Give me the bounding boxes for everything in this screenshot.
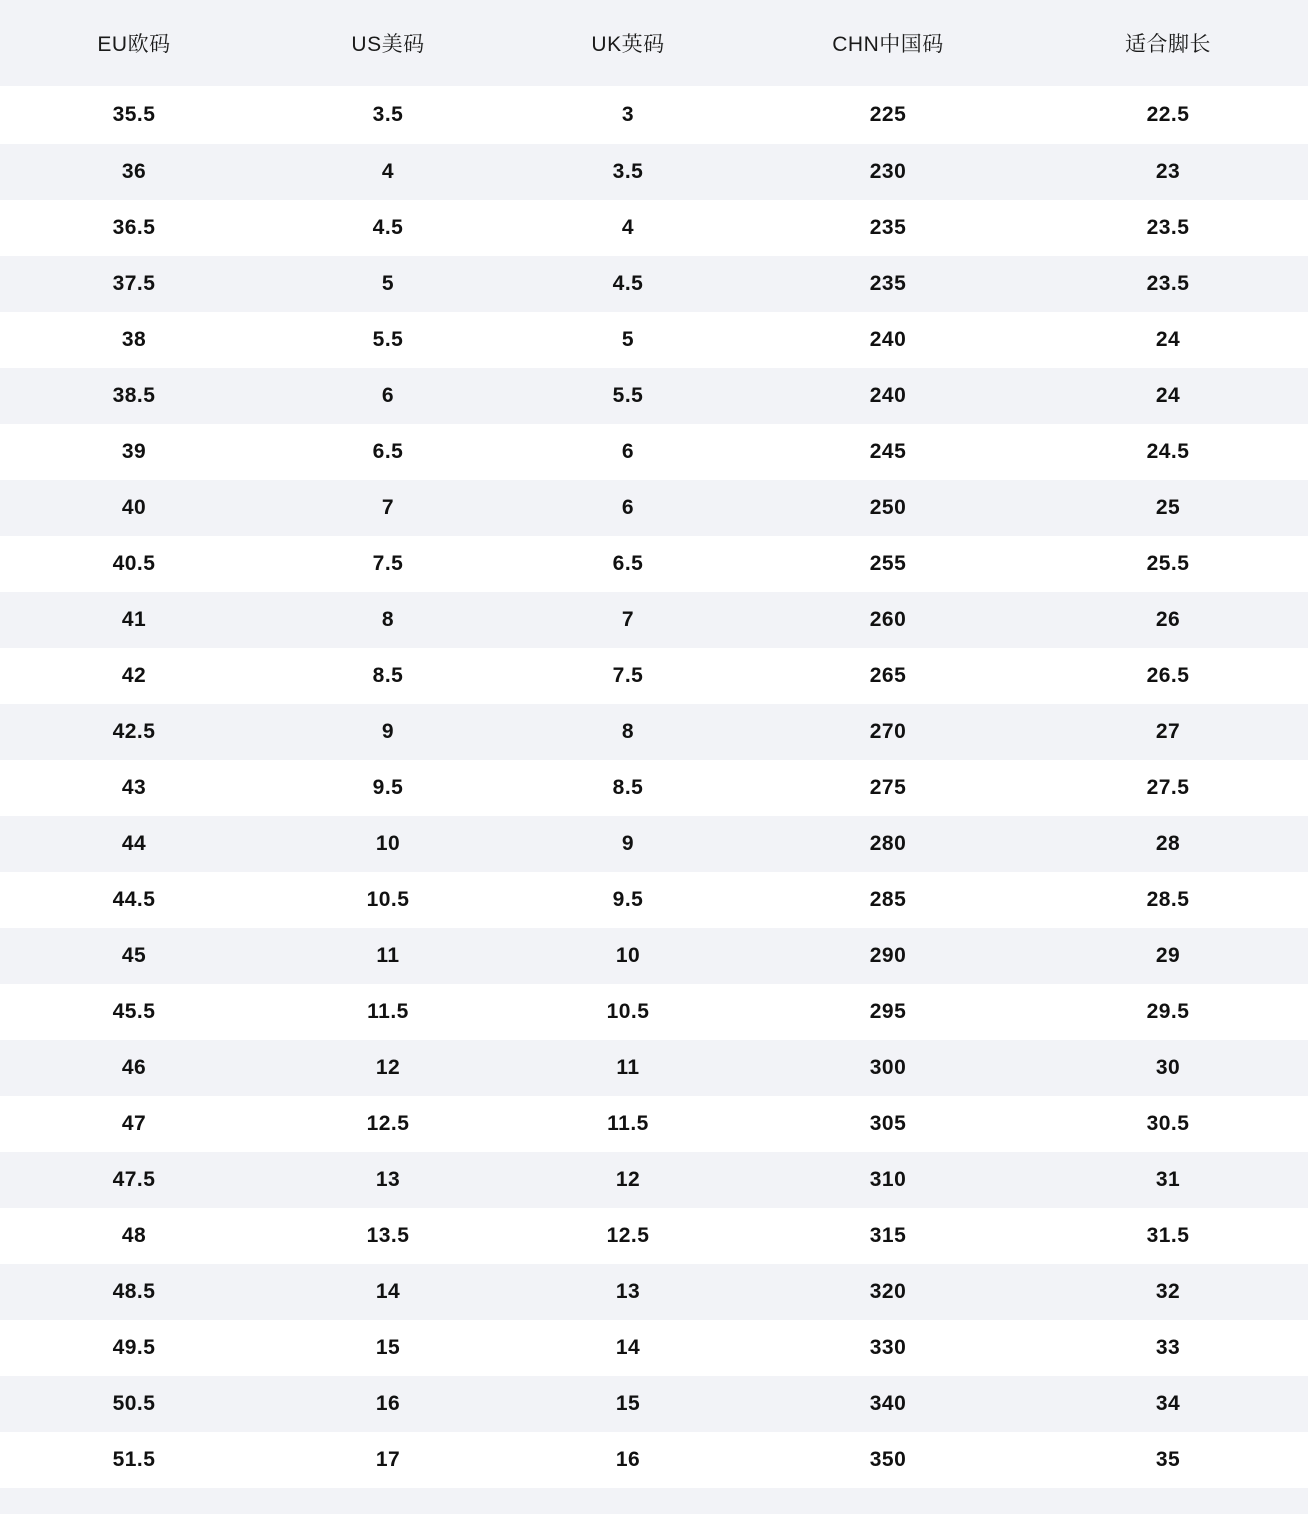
table-cell: 6 bbox=[508, 480, 748, 536]
table-cell: 245 bbox=[748, 424, 1028, 480]
table-cell: 9.5 bbox=[268, 760, 508, 816]
table-cell: 305 bbox=[748, 1096, 1028, 1152]
table-cell: 8.5 bbox=[508, 760, 748, 816]
table-cell: 45 bbox=[0, 928, 268, 984]
table-row bbox=[0, 144, 1308, 200]
table-cell: 10.5 bbox=[268, 872, 508, 928]
header-row bbox=[0, 0, 1308, 86]
table-cell: 255 bbox=[748, 536, 1028, 592]
table-row bbox=[0, 1152, 1308, 1208]
table-cell: 13 bbox=[268, 1152, 508, 1208]
table-cell: 26 bbox=[1028, 592, 1308, 648]
table-cell: 47 bbox=[0, 1096, 268, 1152]
table-cell: 38.5 bbox=[0, 368, 268, 424]
table-cell: 265 bbox=[748, 648, 1028, 704]
table-cell: 235 bbox=[748, 200, 1028, 256]
table-cell: 22.5 bbox=[1028, 86, 1308, 144]
table-cell: 15 bbox=[268, 1320, 508, 1376]
table-cell: 49.5 bbox=[0, 1320, 268, 1376]
table-cell: 43 bbox=[0, 760, 268, 816]
table-cell: 240 bbox=[748, 368, 1028, 424]
table-cell: 28 bbox=[1028, 816, 1308, 872]
table-cell: 6 bbox=[268, 368, 508, 424]
table-cell: 9 bbox=[508, 816, 748, 872]
table-cell: 13 bbox=[508, 1264, 748, 1320]
table-row bbox=[0, 1208, 1308, 1264]
table-cell: 350 bbox=[748, 1432, 1028, 1488]
table-cell: 51.5 bbox=[0, 1432, 268, 1488]
table-cell: 26.5 bbox=[1028, 648, 1308, 704]
table-row bbox=[0, 928, 1308, 984]
table-cell: 310 bbox=[748, 1152, 1028, 1208]
table-cell: 3.5 bbox=[268, 86, 508, 144]
table-cell: 10 bbox=[508, 928, 748, 984]
table-cell: 4 bbox=[268, 144, 508, 200]
table-cell: 4 bbox=[508, 200, 748, 256]
table-cell: 33 bbox=[1028, 1320, 1308, 1376]
table-cell: 250 bbox=[748, 480, 1028, 536]
table-cell: 8 bbox=[508, 704, 748, 760]
table-cell: 9.5 bbox=[508, 872, 748, 928]
table-cell: 11.5 bbox=[508, 1096, 748, 1152]
table-cell: 15 bbox=[508, 1376, 748, 1432]
table-cell: 6.5 bbox=[508, 536, 748, 592]
table-cell: 40 bbox=[0, 480, 268, 536]
table-cell: 300 bbox=[748, 1040, 1028, 1096]
table-row bbox=[0, 1320, 1308, 1376]
table-cell: 7 bbox=[508, 592, 748, 648]
table-cell: 17 bbox=[268, 1432, 508, 1488]
table-cell: 27.5 bbox=[1028, 760, 1308, 816]
table-cell: 10.5 bbox=[508, 984, 748, 1040]
table-row bbox=[0, 648, 1308, 704]
table-cell: 4.5 bbox=[508, 256, 748, 312]
table-cell: 23.5 bbox=[1028, 200, 1308, 256]
table-cell: 16 bbox=[508, 1432, 748, 1488]
table-cell: 4.5 bbox=[268, 200, 508, 256]
table-row bbox=[0, 1432, 1308, 1488]
table-cell: 275 bbox=[748, 760, 1028, 816]
table-cell: 6 bbox=[508, 424, 748, 480]
table-cell: 235 bbox=[748, 256, 1028, 312]
table-cell: 8.5 bbox=[268, 648, 508, 704]
table-cell: 36 bbox=[0, 144, 268, 200]
table-cell: 7 bbox=[268, 480, 508, 536]
table-cell: 225 bbox=[748, 86, 1028, 144]
table-cell: 40.5 bbox=[0, 536, 268, 592]
bottom-spacer bbox=[0, 1488, 1308, 1514]
table-cell: 280 bbox=[748, 816, 1028, 872]
table-cell: 16 bbox=[268, 1376, 508, 1432]
table-cell: 7.5 bbox=[268, 536, 508, 592]
table-cell: 28.5 bbox=[1028, 872, 1308, 928]
table-cell: 340 bbox=[748, 1376, 1028, 1432]
table-cell: 47.5 bbox=[0, 1152, 268, 1208]
table-row bbox=[0, 984, 1308, 1040]
table-cell: 330 bbox=[748, 1320, 1028, 1376]
table-cell: 11.5 bbox=[268, 984, 508, 1040]
table-cell: 23 bbox=[1028, 144, 1308, 200]
table-cell: 34 bbox=[1028, 1376, 1308, 1432]
table-cell: 14 bbox=[508, 1320, 748, 1376]
table-cell: 11 bbox=[268, 928, 508, 984]
table-row bbox=[0, 256, 1308, 312]
table-cell: 42.5 bbox=[0, 704, 268, 760]
table-cell: 46 bbox=[0, 1040, 268, 1096]
table-cell: 230 bbox=[748, 144, 1028, 200]
table-cell: 315 bbox=[748, 1208, 1028, 1264]
column-header-chn: CHN中国码 bbox=[748, 0, 1028, 86]
table-cell: 290 bbox=[748, 928, 1028, 984]
column-header-us: US美码 bbox=[268, 0, 508, 86]
table-row bbox=[0, 424, 1308, 480]
table-cell: 44 bbox=[0, 816, 268, 872]
table-cell: 14 bbox=[268, 1264, 508, 1320]
table-cell: 260 bbox=[748, 592, 1028, 648]
table-cell: 27 bbox=[1028, 704, 1308, 760]
table-row bbox=[0, 816, 1308, 872]
table-row bbox=[0, 704, 1308, 760]
table-row bbox=[0, 312, 1308, 368]
table-cell: 6.5 bbox=[268, 424, 508, 480]
table-cell: 30.5 bbox=[1028, 1096, 1308, 1152]
table-cell: 48 bbox=[0, 1208, 268, 1264]
table-cell: 5 bbox=[508, 312, 748, 368]
table-row bbox=[0, 592, 1308, 648]
table-cell: 10 bbox=[268, 816, 508, 872]
table-row bbox=[0, 536, 1308, 592]
table-cell: 41 bbox=[0, 592, 268, 648]
table-cell: 24 bbox=[1028, 368, 1308, 424]
table-body bbox=[0, 86, 1308, 1488]
table-cell: 24.5 bbox=[1028, 424, 1308, 480]
table-row bbox=[0, 368, 1308, 424]
column-header-foot-length: 适合脚长 bbox=[1028, 0, 1308, 86]
table-cell: 9 bbox=[268, 704, 508, 760]
table-cell: 285 bbox=[748, 872, 1028, 928]
table-cell: 31.5 bbox=[1028, 1208, 1308, 1264]
table-row bbox=[0, 760, 1308, 816]
table-cell: 24 bbox=[1028, 312, 1308, 368]
table-cell: 5.5 bbox=[508, 368, 748, 424]
table-cell: 12 bbox=[508, 1152, 748, 1208]
table-cell: 3 bbox=[508, 86, 748, 144]
table-header bbox=[0, 0, 1308, 86]
table-cell: 7.5 bbox=[508, 648, 748, 704]
table-cell: 37.5 bbox=[0, 256, 268, 312]
table-cell: 50.5 bbox=[0, 1376, 268, 1432]
table-cell: 5.5 bbox=[268, 312, 508, 368]
table-cell: 25 bbox=[1028, 480, 1308, 536]
table-cell: 12.5 bbox=[508, 1208, 748, 1264]
table-cell: 39 bbox=[0, 424, 268, 480]
table-cell: 29.5 bbox=[1028, 984, 1308, 1040]
table-row bbox=[0, 1040, 1308, 1096]
table-row bbox=[0, 480, 1308, 536]
table-cell: 42 bbox=[0, 648, 268, 704]
table-cell: 12.5 bbox=[268, 1096, 508, 1152]
table-cell: 240 bbox=[748, 312, 1028, 368]
table-cell: 44.5 bbox=[0, 872, 268, 928]
table-cell: 13.5 bbox=[268, 1208, 508, 1264]
table-cell: 3.5 bbox=[508, 144, 748, 200]
table-cell: 30 bbox=[1028, 1040, 1308, 1096]
table-row bbox=[0, 200, 1308, 256]
table-row bbox=[0, 1264, 1308, 1320]
table-cell: 35 bbox=[1028, 1432, 1308, 1488]
table-cell: 48.5 bbox=[0, 1264, 268, 1320]
table-cell: 38 bbox=[0, 312, 268, 368]
table-cell: 12 bbox=[268, 1040, 508, 1096]
table-cell: 32 bbox=[1028, 1264, 1308, 1320]
column-header-eu: EU欧码 bbox=[0, 0, 268, 86]
table-cell: 11 bbox=[508, 1040, 748, 1096]
table-cell: 29 bbox=[1028, 928, 1308, 984]
table-row bbox=[0, 1376, 1308, 1432]
table-cell: 5 bbox=[268, 256, 508, 312]
column-header-uk: UK英码 bbox=[508, 0, 748, 86]
table-cell: 45.5 bbox=[0, 984, 268, 1040]
table-cell: 36.5 bbox=[0, 200, 268, 256]
table-cell: 35.5 bbox=[0, 86, 268, 144]
table-cell: 25.5 bbox=[1028, 536, 1308, 592]
table-cell: 8 bbox=[268, 592, 508, 648]
table-row bbox=[0, 1096, 1308, 1152]
table-row bbox=[0, 86, 1308, 144]
table-cell: 270 bbox=[748, 704, 1028, 760]
table-cell: 295 bbox=[748, 984, 1028, 1040]
table-cell: 31 bbox=[1028, 1152, 1308, 1208]
table-cell: 23.5 bbox=[1028, 256, 1308, 312]
table-row bbox=[0, 872, 1308, 928]
table-cell: 320 bbox=[748, 1264, 1028, 1320]
